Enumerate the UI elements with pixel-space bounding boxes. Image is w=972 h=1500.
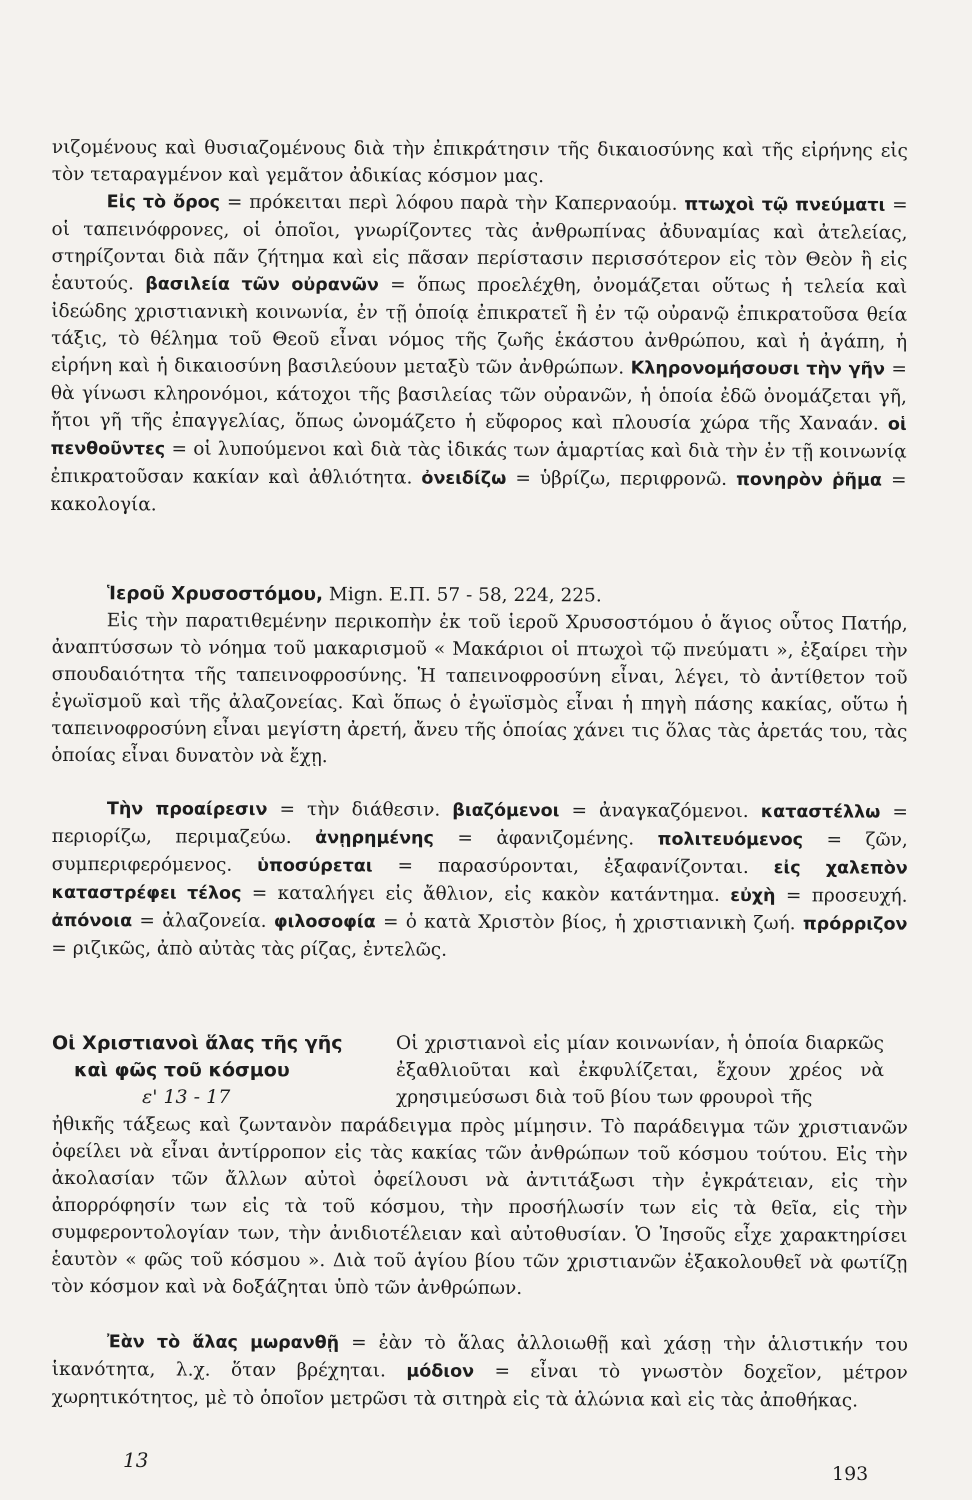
section-reference: ε' 13 - 17 xyxy=(142,1086,231,1108)
term: εὐχὴ xyxy=(730,885,776,907)
term: ὀνειδίζω xyxy=(421,468,507,489)
source-heading xyxy=(52,580,908,611)
paragraph-commentary: Εἰς τὴν παρατιθεμένην περικοπὴν ἐκ τοῦ ἱεροῦ Χρυσοστόμου ὁ ἅγιος οὗτος Πατήρ, ἀναπτύσσων τὸ νόημα τοῦ μακαρισμοῦ « Μακάριοι οἱ πτωχοὶ τῷ πνεύματι », ἐξαίρει τὴν σπουδαιότητα τῆς ταπεινοφροσύνης. Ἡ ταπεινοφροσύνη εἶναι, λέγει, τὸ ἀντίθετον τοῦ ἐγωϊσμοῦ καὶ τῆς ἀλαζονείας. Καὶ ὅπως ὁ ἐγωϊσμὸς εἶναι ἡ πηγὴ πάσης κακίας, οὕτω ἡ ταπεινοφροσύνη εἶναι μεγίστη ἀρετή, ἄνευ τῆς ὁποίας χάνει τις ὅλας τὰς ἀρετάς του, τὰς ὁποίας εἶναι δυνατὸν νὰ ἔχῃ. xyxy=(51,610,908,768)
term: Εἰς τὸ ὄρος xyxy=(106,192,221,213)
text-block-chrysostom xyxy=(51,580,908,773)
term: καταστέλλω xyxy=(760,802,881,823)
term: πολιτευόμενος xyxy=(657,829,804,851)
section-heading xyxy=(52,1030,382,1111)
term: ἀνῃρημένης xyxy=(315,828,434,849)
term: Τὴν προαίρεσιν xyxy=(106,799,268,820)
term: πονηρὸν ῥῆμα xyxy=(736,469,882,491)
term: Κληρονομήσουσι τὴν γῆν xyxy=(630,358,885,380)
section-intro-text: Οἱ χριστιανοὶ εἰς μίαν κοινωνίαν, ἡ ὁποία διαρκῶς ἐξαθλιοῦται καὶ ἐκφυλίζεται, ἔχουν χρέος νὰ χρησιμεύσωσι διὰ τοῦ βίου των φρουροὶ τῆς xyxy=(396,1033,884,1108)
text-block-glossary-3 xyxy=(52,1328,908,1415)
source-name: Ἱεροῦ Χρυσοστόμου, xyxy=(106,583,324,606)
term: βιαζόμενοι xyxy=(452,800,560,822)
paragraph-glossary-1: Εἰς τὸ ὄρος = πρόκειται περὶ λόφου παρὰ τὴν Καπερναούμ. πτωχοὶ τῷ πνεύματι = οἱ ταπεινόφρονες, οἱ ὁποῖοι, γνωρίζοντες τὰς ἀνθρωπίνας ἀδυναμίας καὶ ἀτελείας, στηρίζονται διὰ πᾶν ζήτημα καὶ εἰς πᾶσαν περίστασιν περισσότερον εἰς τὸν Θεὸν ἢ εἰς ἑαυτούς. βασιλεία τῶν οὐρανῶν = ὅπως προελέχθη, ὀνομάζεται οὕτως ἡ τελεία καὶ ἰδεώδης χριστιανικὴ κοινωνία, ἐν τῇ ὁποίᾳ ἐπικρατεῖ ἢ ἐν τῷ οὐρανῷ ἐπικρατοῦσα θεία τάξις, τὸ θέλημα τοῦ Θεοῦ εἶναι νόμος τῆς ζωῆς ἑκάστου ἀνθρώπου, καὶ ἡ ἀγάπη, ἡ εἰρήνη καὶ ἡ δικαιοσύνη βασιλεύουν μεταξὺ τῶν ἀνθρώπων. Κληρονομήσουσι τὴν γῆν = θὰ γίνωσι κληρονόμοι, κάτοχοι τῆς βασιλείας τῶν οὐρανῶν, ἡ ὁποία ἐδῶ ὀνομάζεται γῆ, ἤτοι γῆ τῆς ἐπαγγελίας, ὅπως ὠνομάζετο ἡ εὔφορος καὶ πλουσία χώρα τῆς Χαναάν. οἱ πενθοῦντες = οἱ λυπούμενοι καὶ διὰ τὰς ἰδικάς των ἁμαρτίας καὶ διὰ τὴν ἐν τῇ κοινωνίᾳ ἐπικρατοῦσαν κακίαν καὶ ἀθλιότητα. ὀνειδίζω = ὑβρίζω, περιφρονῶ. πονηρὸν ῥῆμα = κακολογία. xyxy=(50,191,908,516)
section-title-line-2: καὶ φῶς τοῦ κόσμου xyxy=(74,1059,290,1081)
paragraph-continuation: νιζομένους καὶ θυσιαζομένους διὰ τὴν ἐπικράτησιν τῆς δικαιοσύνης καὶ τῆς εἰρήνης εἰς τὸν τεταραγμένον καὶ γεμᾶτον ἀδικίας κόσμον μας. xyxy=(51,136,908,188)
term: εἰς χαλεπὸν καταστρέφει τέλος xyxy=(51,858,908,904)
signature-mark: 13 xyxy=(123,1448,149,1472)
source-ref: Mign. E.Π. 57 - 58, 224, 225. xyxy=(328,584,602,607)
page-number: 193 xyxy=(832,1463,869,1485)
term: βασιλεία τῶν οὐρανῶν xyxy=(145,274,379,296)
paragraph-glossary-2: Τὴν προαίρεσιν = τὴν διάθεσιν. βιαζόμενοι = ἀναγκαζόμενοι. καταστέλλω = περιορίζω, περιμαζεύω. ἀνῃρημένης = ἀφανιζομένης. πολιτευόμενος = ζῶν, συμπεριφερόμενος. ὑποσύρεται = παρασύρονται, ἐξαφανίζονται. εἰς χαλεπὸν καταστρέφει τέλος = καταλήγει εἰς ἄθλιον, εἰς κακὸν κατάντημα. εὐχὴ = προσευχή. ἀπόνοια = ἀλαζονεία. φιλοσοφία = ὁ κατὰ Χριστὸν βίος, ἡ χριστιανικὴ ζωή. πρόρριζον = ριζικῶς, ἀπὸ αὐτὰς τὰς ρίζας, ἐντελῶς. xyxy=(51,798,908,961)
term: Ἐὰν τὸ ἅλας μωρανθῇ xyxy=(106,1332,340,1354)
paragraph-glossary-3: Ἐὰν τὸ ἅλας μωρανθῇ = ἐὰν τὸ ἅλας ἀλλοιωθῇ καὶ χάσῃ τὴν ἁλιστικήν του ἱκανότητα, λ.χ. ὅταν βρέχηται. μόδιον = εἶναι τὸ γνωστὸν δοχεῖον, μέτρον χωρητικότητος, μὲ τὸ ὁποῖον μετρῶσι τὰ σιτηρὰ εἰς τὰ ἁλώνια καὶ εἰς τὰς ἀποθήκας. xyxy=(51,1332,908,1412)
term: ὑποσύρεται xyxy=(257,855,373,877)
text-block-glossary-1 xyxy=(50,134,908,522)
section-title-line-1: Οἱ Χριστιανοὶ ἅλας τῆς γῆς xyxy=(52,1032,343,1054)
text-block-section-body xyxy=(51,1111,908,1304)
term: φιλοσοφία xyxy=(273,911,376,933)
text-block-glossary-2 xyxy=(51,795,908,966)
term: ἀπόνοια xyxy=(51,910,133,932)
term: οἱ πενθοῦντες xyxy=(50,414,907,460)
term: πρόρριζον xyxy=(802,914,908,935)
term: πτωχοὶ τῷ πνεύματι xyxy=(684,194,886,216)
term: μόδιον xyxy=(406,1361,475,1382)
paragraph-section-body: ἠθικῆς τάξεως καὶ ζωντανὸν παράδειγμα πρὸς μίμησιν. Τὸ παράδειγμα τῶν χριστιανῶν ὀφείλει νὰ εἶναι ἀντίρροπον εἰς τὰς κακίας τῶν ἀνθρώπων τοῦ κόσμου τούτου. Εἰς τὴν ἀκολασίαν τῶν ἄλλων αὐτοὶ ὀφείλουσι νὰ ἀντιτάξωσι τὴν ἐγκράτειαν, εἰς τὴν ἀπορρόφησίν των εἰς τὰ τοῦ κόσμου, τὴν προσήλωσίν των εἰς τὰ θεῖα, εἰς τὴν συμφεροντολογίαν των, τὴν ἀνιδιοτέλειαν καὶ αὐτοθυσίαν. Ὁ Ἰησοῦς εἶχε χαρακτηρίσει ἑαυτὸν « φῶς τοῦ κόσμου ». Διὰ τοῦ ἁγίου βίου τῶν χριστιανῶν ἐξακολουθεῖ νὰ φωτίζῃ τὸν κόσμον καὶ νὰ δοξάζηται ὑπὸ τῶν ἀνθρώπων. xyxy=(51,1114,908,1300)
